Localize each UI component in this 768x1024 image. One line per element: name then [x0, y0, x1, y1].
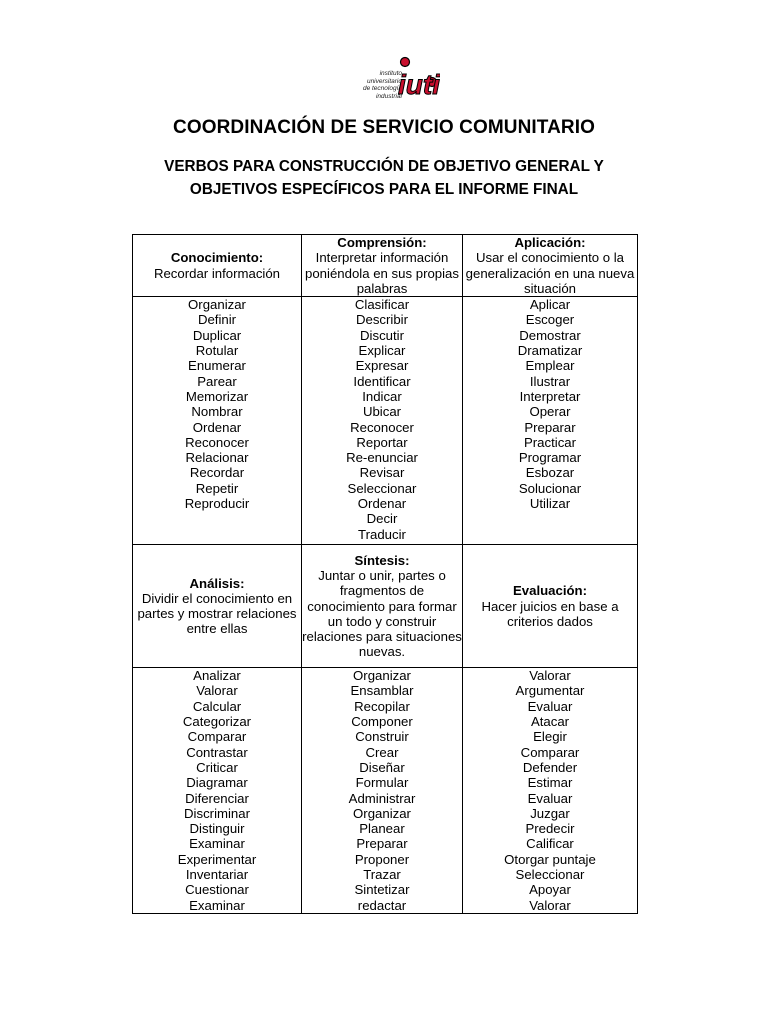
verb-item: Examinar: [189, 897, 245, 913]
verb-item: Diferenciar: [185, 790, 249, 806]
verb-item: Nombrar: [191, 404, 243, 420]
header-cell-aplicacion: [463, 235, 638, 297]
verb-item: Distinguir: [189, 821, 245, 837]
verb-item: Utilizar: [529, 496, 571, 512]
verb-item: Reproducir: [184, 496, 250, 512]
verb-item: Organizar: [353, 668, 411, 684]
table-header-row: [133, 545, 638, 668]
verb-item: Emplear: [525, 358, 575, 374]
verb-item: Discutir: [360, 327, 404, 343]
verb-item: Juzgar: [530, 805, 570, 821]
verb-item: Esbozar: [525, 465, 575, 481]
verb-item: Construir: [355, 729, 409, 745]
verb-item: Indicar: [362, 388, 402, 404]
verb-item: Solucionar: [518, 480, 582, 496]
table-verbs-row: [133, 668, 638, 914]
verb-item: Describir: [355, 312, 409, 328]
category-title: Análisis:: [189, 575, 245, 591]
verb-item: Evaluar: [527, 698, 573, 714]
header-cell-conocimiento: [133, 235, 302, 297]
logo-line: instituto: [379, 70, 402, 77]
verb-item: Administrar: [348, 790, 416, 806]
verb-item: Valorar: [196, 683, 238, 699]
category-description: Interpretar información poniéndola en sus propias palabras: [305, 250, 459, 296]
verb-item: Definir: [197, 312, 237, 328]
verb-item: Predecir: [525, 821, 575, 837]
verb-item: Crear: [365, 744, 399, 760]
verb-item: Clasificar: [354, 297, 410, 313]
logo-line: de tecnología: [362, 85, 402, 92]
verb-item: Valorar: [529, 897, 571, 913]
verb-item: Operar: [529, 404, 571, 420]
category-description: Hacer juicios en base a criterios dados: [481, 598, 619, 629]
verb-item: Ordenar: [357, 496, 407, 512]
verb-item: Organizar: [353, 805, 411, 821]
verb-item: Dramatizar: [517, 343, 583, 359]
verb-item: Calificar: [526, 836, 574, 852]
logo-line: industrial: [375, 92, 402, 100]
verb-item: Re-enunciar: [346, 450, 418, 466]
verb-item: Planear: [359, 821, 405, 837]
verb-item: Organizar: [188, 297, 246, 313]
verb-list-evaluacion: [463, 668, 638, 914]
verb-item: Identificar: [353, 373, 411, 389]
verb-item: Componer: [351, 714, 413, 730]
verb-item: Parear: [197, 373, 237, 389]
verb-item: Seleccionar: [515, 867, 585, 883]
verb-item: Seleccionar: [347, 480, 417, 496]
verb-item: Recopilar: [354, 698, 410, 714]
header-cell-sintesis: [302, 545, 463, 668]
verb-item: Duplicar: [192, 327, 242, 343]
verb-item: Recordar: [189, 465, 245, 481]
verb-item: Ilustrar: [529, 373, 571, 389]
verb-item: Programar: [518, 450, 582, 466]
category-title: Síntesis:: [354, 552, 410, 568]
verb-list-sintesis: [302, 668, 463, 914]
verb-item: Argumentar: [515, 683, 585, 699]
verb-item: Examinar: [189, 836, 245, 852]
verb-item: Explicar: [358, 343, 406, 359]
verbs-table: [132, 234, 638, 914]
verb-item: Cuestionar: [185, 882, 249, 898]
verb-item: Expresar: [355, 358, 409, 374]
verb-item: Diagramar: [186, 775, 248, 791]
verb-item: Relacionar: [185, 450, 249, 466]
verb-item: Atacar: [530, 714, 570, 730]
verb-item: Decir: [366, 511, 398, 527]
verb-item: Diseñar: [359, 759, 405, 775]
verb-item: Memorizar: [185, 388, 249, 404]
verb-item: Estimar: [527, 775, 573, 791]
category-title: Aplicación:: [514, 235, 586, 250]
table-verbs-row: [133, 297, 638, 545]
verb-item: Revisar: [359, 465, 405, 481]
logo-letters: iuti: [398, 69, 440, 100]
verb-item: Rotular: [195, 343, 239, 359]
verb-item: Apoyar: [529, 882, 571, 898]
subtitle-line-2: OBJETIVOS ESPECÍFICOS PARA EL INFORME FINAL: [189, 181, 579, 198]
verb-item: Practicar: [523, 434, 577, 450]
verb-item: Interpretar: [519, 388, 581, 404]
verb-item: Evaluar: [527, 790, 573, 806]
verb-item: Contrastar: [186, 744, 248, 760]
logo-text: [340, 70, 402, 100]
header-cell-comprension: [302, 235, 463, 297]
verb-item: Sintetizar: [354, 882, 410, 898]
verb-item: Escoger: [525, 312, 575, 328]
header-cell-evaluacion: [463, 545, 638, 668]
logo-line: universitario: [366, 77, 402, 85]
verb-item: Valorar: [529, 668, 571, 684]
verb-item: Categorizar: [182, 714, 252, 730]
page-title: COORDINACIÓN DE SERVICIO COMUNITARIO: [173, 117, 595, 138]
verb-item: Formular: [355, 775, 409, 791]
verb-item: Criticar: [196, 759, 238, 775]
verb-item: Analizar: [193, 668, 241, 684]
verb-item: Otorgar puntaje: [504, 851, 596, 867]
institution-logo: [340, 54, 440, 114]
verb-item: Ensamblar: [350, 683, 414, 699]
verb-item: Elegir: [533, 729, 567, 745]
page-subtitle: [100, 155, 668, 201]
category-description: Usar el conocimiento o la generalización en una nueva situación: [465, 250, 635, 296]
verb-item: Experimentar: [177, 851, 257, 867]
verb-item: Aplicar: [529, 297, 571, 313]
verb-list-analisis: [133, 668, 302, 914]
category-title: Evaluación:: [512, 583, 588, 599]
verb-item: Repetir: [195, 480, 239, 496]
verb-item: Demostrar: [519, 327, 581, 343]
verb-item: Defender: [522, 759, 578, 775]
verb-item: Traducir: [358, 526, 406, 542]
verb-list-aplicacion: [463, 297, 638, 545]
verb-item: redactar: [357, 897, 407, 913]
verb-item: Ordenar: [192, 419, 242, 435]
verb-item: Calcular: [192, 698, 242, 714]
header-cell-analisis: [133, 545, 302, 668]
verb-item: Comparar: [187, 729, 247, 745]
verb-item: Inventariar: [185, 867, 249, 883]
logo-mark: [396, 54, 440, 114]
verb-item: Reportar: [356, 434, 408, 450]
verb-item: Ubicar: [362, 404, 402, 420]
verb-item: Enumerar: [188, 358, 246, 374]
verb-item: Reconocer: [185, 434, 249, 450]
verb-item: Discriminar: [184, 805, 250, 821]
category-title: Conocimiento:: [170, 250, 264, 266]
category-description: Recordar información: [153, 265, 281, 281]
verb-item: Preparar: [356, 836, 408, 852]
verb-item: Trazar: [363, 867, 401, 883]
subtitle-line-1: VERBOS PARA CONSTRUCCIÓN DE OBJETIVO GENERAL Y: [164, 158, 604, 175]
verb-list-comprension: [302, 297, 463, 545]
verb-item: Preparar: [524, 419, 576, 435]
verb-list-conocimiento: [133, 297, 302, 545]
table-header-row: [133, 235, 638, 297]
category-title: Comprensión:: [337, 235, 427, 250]
verb-item: Reconocer: [350, 419, 414, 435]
category-description: Dividir el conocimiento en partes y mostrar relaciones entre ellas: [137, 590, 297, 637]
category-description: Juntar o unir, partes o fragmentos de conocimiento para formar un todo y construir relaciones para situaciones nuevas.: [302, 567, 462, 660]
verb-item: Comparar: [520, 744, 580, 760]
verb-item: Proponer: [354, 851, 410, 867]
